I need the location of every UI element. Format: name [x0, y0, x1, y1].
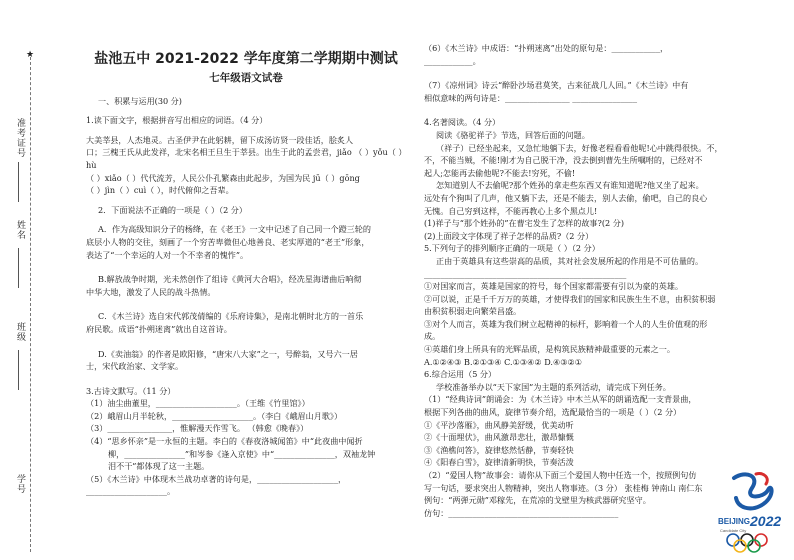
logo-caption: Candidate City: [720, 528, 747, 533]
question-1: 1.读下面文字，根据拼音写出相应的词语。（4 分）: [86, 115, 268, 126]
excerpt-line: 起人;怎能再去偷他呢?不能去!穷死，不偷!: [424, 167, 576, 178]
sub-question: (1)祥子与“那个姓孙的”在曹宅发生了怎样的故事?(2 分): [424, 218, 624, 229]
class-label: 班级: [15, 322, 25, 342]
example-sentence: 例句：“两弹元勋”邓稼先，在荒凉的戈壁里为核武器研究坚守。: [424, 495, 651, 506]
task-1-line: 根据下列各曲的曲风，旋律节奏介绍，选配最恰当的一项是（ ）（2 分）: [424, 407, 682, 418]
page-subtitle: 七年级语文试卷: [209, 72, 283, 84]
option-b-line: 中华大地，激发了人民的战斗热情。: [86, 286, 216, 297]
option-a-line: 表达了“一个幸运的人对一个不幸者的愧怍”。: [86, 249, 249, 260]
question-6: 6.综合运用（5 分）: [424, 369, 497, 380]
sentence-2: ②可以说，正是千千万万的英雄，才使得我们的国家和民族生生不息，由积贫积弱: [424, 293, 716, 304]
question-3: 3.古诗文默写。（11 分）: [86, 385, 176, 396]
name-line: [18, 248, 20, 288]
sentence-2-cont: 由积贫积弱走向繁荣昌盛。: [424, 306, 522, 317]
option-b: B.解放战争时期，光未然创作了组诗《黄河大合唱》，经冼星海谱曲后响彻: [98, 274, 362, 285]
task-2: （2）“爱国人物”故事会：请你从下面三个爱国人物中任选一个，按照例句仿: [424, 470, 697, 480]
class-line: [18, 350, 20, 390]
section-heading: 一、积累与运用(30 分): [98, 95, 182, 106]
exam-number-label: 准考证号: [15, 118, 25, 158]
sentence-3: ③对个人而言，英雄为我们树立起精神的标杆，影响着一个人的人生价值观的形: [424, 318, 708, 329]
music-option: ①《平沙落雁》，曲风静美舒缓，优美动听: [424, 419, 574, 430]
page-title: 盐池五中 2021-2022 学年度第二学期期中测试: [94, 51, 398, 67]
question-5: 5.下列句子的排列顺序正确的一项是（ ）（2 分）: [424, 243, 600, 254]
task-1: （1）“经典诗词”朗诵会：为《木兰诗》中木兰从军的朗诵选配一支背景曲，: [424, 394, 697, 405]
star-mark: ★: [26, 50, 35, 60]
excerpt-line: （祥子）已经坐起来，又急忙地躺下去，好像老程看看他呢!心中跳得很快。不，: [436, 142, 723, 153]
poem-item: （4）“思乡怀亲”是一永恒的主题。李白的《春夜洛城闻笛》中“此夜曲中闻折: [86, 436, 363, 447]
fold-line: [30, 52, 31, 552]
option-c: C．《木兰诗》选自宋代郭茂倩编的《乐府诗集》，是南北朝时北方的一首乐: [98, 311, 364, 322]
excerpt-line: 远处有个狗叫了几声，他又躺下去，还是不能去，别人去偷，偷吧，自己的良心: [424, 192, 708, 203]
sentence-1: ①对国家而言，英雄是国家的符号，每个国家都需要有引以为豪的英雄。: [424, 281, 684, 292]
student-number-label: 学号: [15, 474, 25, 494]
option-d-line: 士，宋代政治家、文学家。: [86, 361, 184, 372]
reading-instruction: 阅读《骆驼祥子》节选，回答后面的问题。: [436, 129, 590, 140]
poem-item: （5）《木兰诗》中体现木兰战功卓著的诗句是，____________________，: [86, 473, 347, 484]
music-option: ②《十面埋伏》，曲风激昂悲壮，激昂慷慨: [424, 432, 574, 443]
beijing-2022-logo: [716, 468, 786, 554]
imitation-sentence: 仿句：__________________________________________: [424, 507, 619, 518]
poem-item: （2）峨眉山月半轮秋，____________________。（李白《峨眉山月歌》）: [86, 410, 343, 421]
sentence-4: ④英雄们身上所具有的光辉品质，是构筑民族精神最重要的元素之一。: [424, 344, 675, 355]
sub-question: (2)上面段文字体现了祥子怎样的品质?（2 分）: [424, 230, 594, 241]
right-column: [424, 42, 764, 519]
excerpt-line: 无愧。自己穷到这样，不能再教心上多个黑点儿!: [424, 205, 598, 216]
music-option: ④《阳春白雪》，旋律清新明快，节奏活泼: [424, 457, 574, 468]
question-3-7: （7）《凉州词》诗云“醉卧沙场君莫笑，古来征战几人回。”《木兰诗》中有: [424, 80, 689, 91]
poem-item-line: 柳，_______________”和岑参《逢入京使》中“_______________，双袖龙钟: [108, 448, 376, 459]
poem-item: （1）油尘曲董里，____________________。（王维《竹里馆》）: [86, 398, 310, 409]
answer-line: __________________________________________________: [424, 268, 627, 279]
exam-number-line: [18, 162, 20, 202]
passage-line: （ ）jìn（ ）cuì（ ），时代俯仰之吾辈。: [86, 185, 234, 196]
passage-line: 大美莘县，人杰地灵。古圣伊尹在此躬耕，留下成汤访贤一段佳话，脍炙人: [86, 134, 354, 145]
question-5-stem: 正由于英雄具有这些崇高的品质，其对社会发展所起的作用是不可估量的。: [436, 255, 704, 266]
passage-line: （ ）xiǎo（ ）代代流芳，人民公仆孔繁森由此起步，为国为民 jū（ ）gōng: [86, 172, 360, 183]
option-a-line: 底层小人物的交往，刻画了一个穷苦卑微但心地善良、老实厚道的“老王”形象，: [86, 236, 370, 247]
question-4: 4.名著阅读。（4 分）: [424, 117, 501, 128]
olympic-rings: [727, 534, 767, 552]
logo-ribbon-accent: [756, 474, 767, 484]
poem-item: （3）________________，惟解漫天作雪飞。 （韩愈《晚春》）: [86, 423, 309, 434]
logo-event-text: BEIJING: [718, 517, 751, 526]
option-a: A．作为高级知识分子的杨绛，在《老王》一文中记述了自己同一个蹬三轮的: [98, 224, 371, 235]
logo-year-text: 2022: [750, 513, 782, 529]
question-2: 2．下面说法不正确的一项是（ ）（2 分）: [98, 204, 247, 215]
poem-item-line: 泪不干”都体现了这一主题。: [108, 461, 210, 472]
poem-item-line: ____________________。: [86, 486, 176, 497]
passage-line: 口；三槐王氏从此发祥，北宋名相王旦生于莘县。出生于此的孟尝君，jiǎo （ ）yǒu（ ）hù: [86, 147, 403, 170]
excerpt-line: 不，不能当贼，不能!刚才为自己脱干净，没去倒到曹先生所嘱咐的，已经对不: [424, 155, 703, 166]
left-column: [86, 0, 406, 498]
options-row: A.①②④③ B.②①③④ C.①③④② D.④③②①: [424, 356, 583, 367]
option-c-line: 府民歌。成语“扑朔迷离”就出自这首诗。: [86, 323, 232, 334]
name-label: 姓名: [15, 220, 25, 240]
question-3-6-line: ____________。: [424, 55, 481, 66]
option-d: D.《卖油翁》的作者是欧阳修，“唐宋八大家”之一，号醉翁，又号六一居: [98, 348, 358, 359]
question-3-7-line: 相似意味的两句诗是：________________ ________________: [424, 92, 638, 103]
task-2-line: 写一句话，要求突出人物精神，突出人物事迹。（3 分） 张桂梅 钟南山 南仁东: [424, 482, 703, 493]
question-3-6: （6）《木兰诗》中成语：“扑朔迷离”出处的原句是：____________，: [424, 43, 669, 53]
question-6-intro: 学校准备举办以“天下家国”为主题的系列活动，请完成下列任务。: [436, 381, 671, 392]
music-option: ③《渔樵问答》，旋律悠然恬静，节奏轻快: [424, 444, 574, 455]
excerpt-line: 怎知道别人不去偷呢?那个姓孙的拿走些东西又有谁知道呢?他又坐了起来。: [436, 180, 704, 191]
binding-margin: [0, 0, 46, 560]
sentence-3-cont: 成。: [424, 331, 441, 342]
